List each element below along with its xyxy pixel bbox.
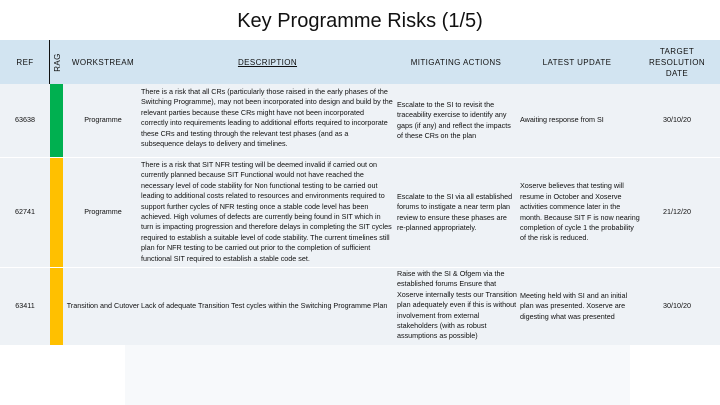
row-latest-update: Meeting held with SI and an initial plan was presented. Xoserve are digesting what was presented (520, 290, 628, 321)
column-header-ref: REF (16, 57, 34, 67)
row-mitigating-actions: Escalate to the SI via all established forums to instigate a near term plan review to ensure these phases are re-planned appropriately. (397, 191, 513, 232)
page-title: Key Programme Risks (1/5) (237, 10, 483, 32)
row-workstream: Programme (84, 115, 122, 125)
rag-status-indicator (50, 158, 63, 267)
row-ref: 63638 (15, 115, 35, 125)
row-description: There is a risk that SIT NFR testing will be deemed invalid if carried out on currently planned because SIT Functional would not have reached the necessary level of code stability for Non functional testing to be carried out leading to additional costs related to resources and environments required to support further cycles of NFR testing once a stable code level has been achieved. High volumes of defects are currently being found in SIT which in turn is impacting progression and therefore delays in completing the SIT cycles required to establish a suitable level of code stability. The current timelines still plan for NFR testing to be carried out prior to the completion of sufficient functional SIT required to establish a stable code set. (141, 160, 392, 263)
row-target-date: 30/10/20 (663, 301, 691, 311)
row-workstream: Transition and Cutover (66, 301, 140, 311)
row-ref: 63411 (15, 301, 35, 311)
row-ref: 62741 (15, 207, 35, 217)
row-description: There is a risk that all CRs (particularly those raised in the early phases of the Switching Programme), may not been incorporated into design and build by the relevant parties because these CRs might have not been incorporated correctly into requirements leading to additional efforts required to incorporate these CRs and testing through the relevant test phases (and as a subsequence delays to delivery and timelines. (141, 87, 393, 149)
row-mitigating-actions: Escalate to the SI to revisit the traceability exercise to identify any gaps (if any) and reflect the impacts of these CRs on the plan (397, 99, 511, 140)
column-header-latest-update: LATEST UPDATE (542, 57, 612, 67)
column-header-mitigating: MITIGATING ACTIONS (410, 57, 502, 67)
row-latest-update: Xoserve believes that testing will resume in October and Xoserve activities commence later in the month. Because SIT F is now nearing completion of cycle 1 the probability of the risk is reduced. (520, 181, 640, 243)
row-latest-update: Awaiting response from SI (520, 115, 604, 125)
row-description: Lack of adequate Transition Test cycles within the Switching Programme Plan (141, 301, 388, 311)
row-mitigating-actions: Raise with the SI & Ofgem via the established forums Ensure that Xoserve internally tests our Transition plan adequately even if this is without involvement from external stakeholders (with as robust assumptions as possible) (397, 269, 517, 341)
table-header (0, 40, 720, 84)
row-target-date: 30/10/20 (663, 115, 691, 125)
rag-status-indicator (50, 268, 63, 345)
column-header-workstream: WORKSTREAM (71, 57, 135, 67)
rag-status-indicator (50, 84, 63, 157)
row-workstream: Programme (84, 207, 122, 217)
empty-panel (125, 345, 630, 405)
row-target-date: 21/12/20 (663, 207, 691, 217)
column-header-target-date: TARGET RESOLUTION DATE (648, 46, 705, 78)
column-header-description: DESCRIPTION (237, 57, 298, 67)
column-header-rag: RAG (52, 52, 62, 72)
